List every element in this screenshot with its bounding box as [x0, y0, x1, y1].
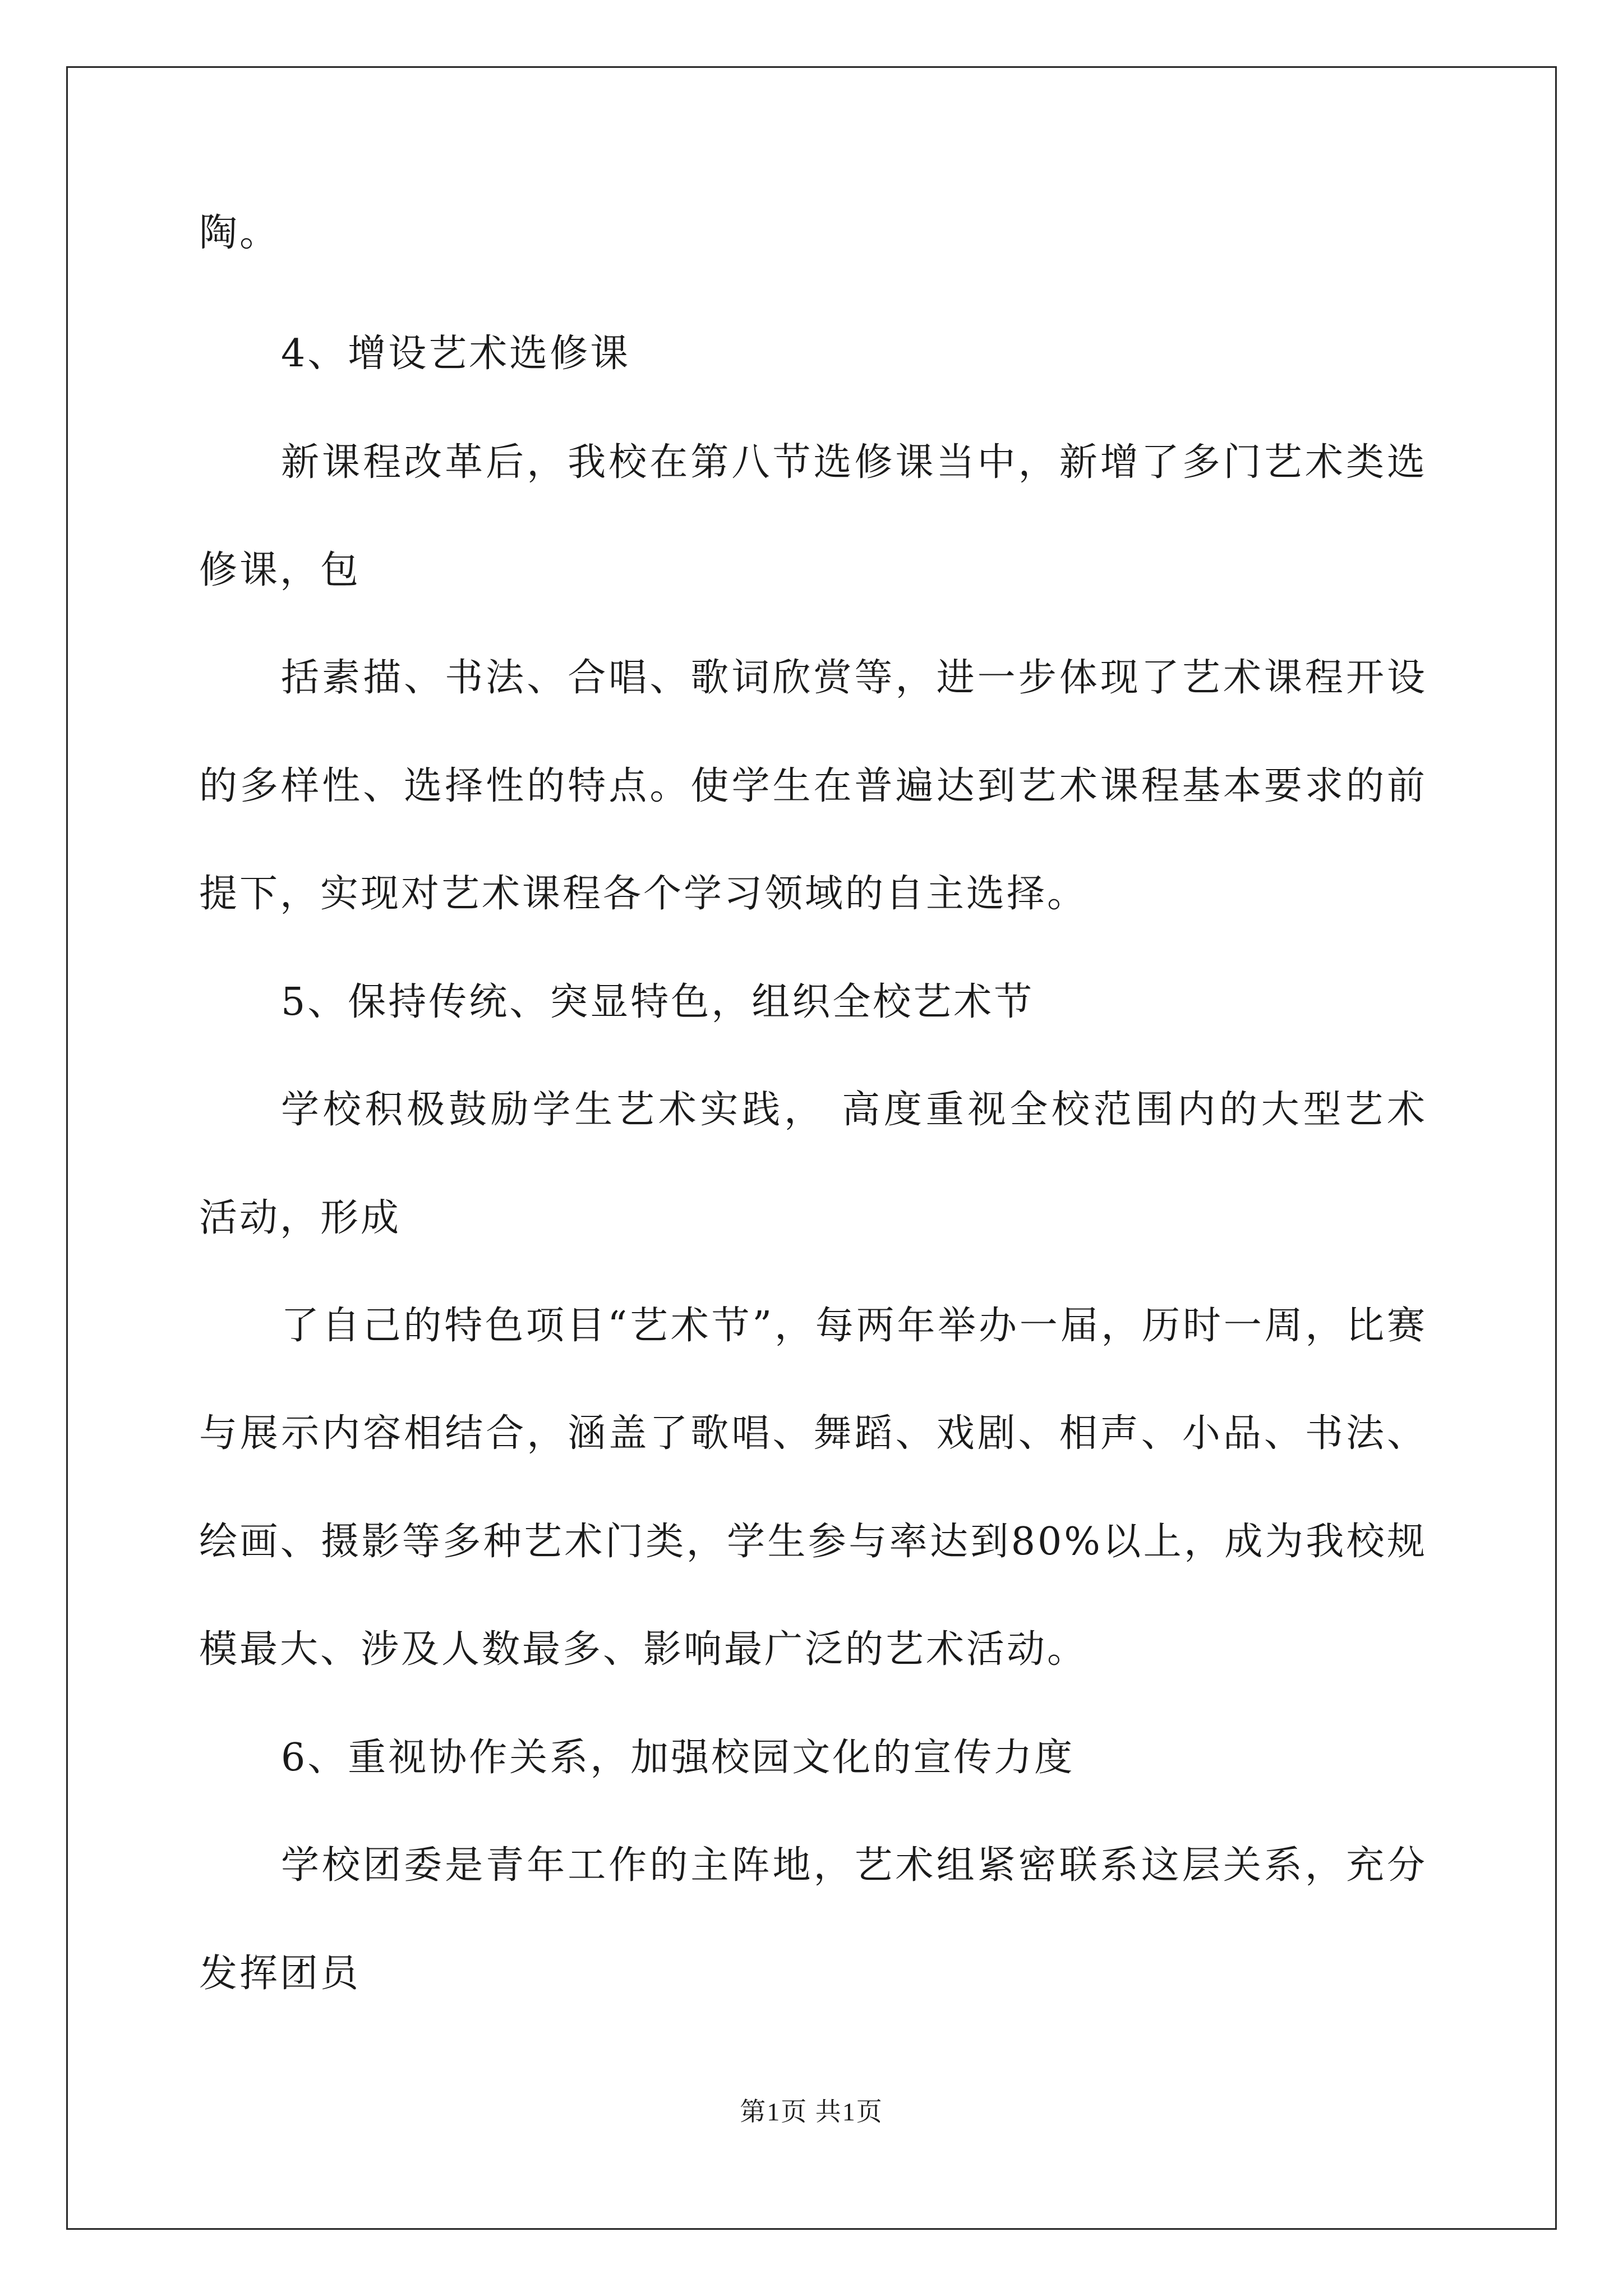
text-line: 了自己的特色项目“艺术节”，每两年举办一届，历时一周，比赛	[281, 1304, 1427, 1348]
text-line: 学校团委是青年工作的主阵地，艺术组紧密联系这层关系，充分	[281, 1843, 1427, 1888]
text-line: 提下，实现对艺术课程各个学习领域的自主选择。	[199, 872, 1088, 916]
text-line: 括素描、书法、合唱、歌词欣赏等，进一步体现了艺术课程开设	[281, 656, 1427, 700]
section-heading: 4、增设艺术选修课	[281, 332, 631, 376]
page-border	[66, 66, 1557, 2230]
text-line: 学校积极鼓励学生艺术实践， 高度重视全校范围内的大型艺术	[281, 1088, 1427, 1132]
text-line: 修课，包	[199, 548, 361, 592]
section-heading: 6、重视协作关系，加强校园文化的宣传力度	[281, 1736, 1075, 1780]
text-line: 与展示内容相结合，涵盖了歌唱、舞蹈、戏剧、相声、小品、书法、	[199, 1411, 1427, 1456]
text-line: 新课程改革后，我校在第八节选修课当中，新增了多门艺术类选	[281, 440, 1427, 485]
text-line: 发挥团员	[199, 1952, 361, 1996]
text-line: 陶。	[199, 211, 280, 255]
text-line: 模最大、涉及人数最多、影响最广泛的艺术活动。	[199, 1627, 1088, 1672]
page-footer: 第1页 共1页	[740, 2097, 883, 2126]
text-line: 的多样性、选择性的特点。使学生在普遍达到艺术课程基本要求的前	[199, 764, 1427, 808]
section-heading: 5、保持传统、突显特色，组织全校艺术节	[281, 980, 1035, 1024]
text-line: 活动，形成	[199, 1196, 402, 1240]
text-line: 绘画、摄影等多种艺术门类，学生参与率达到80%以上，成为我校规	[199, 1520, 1427, 1564]
